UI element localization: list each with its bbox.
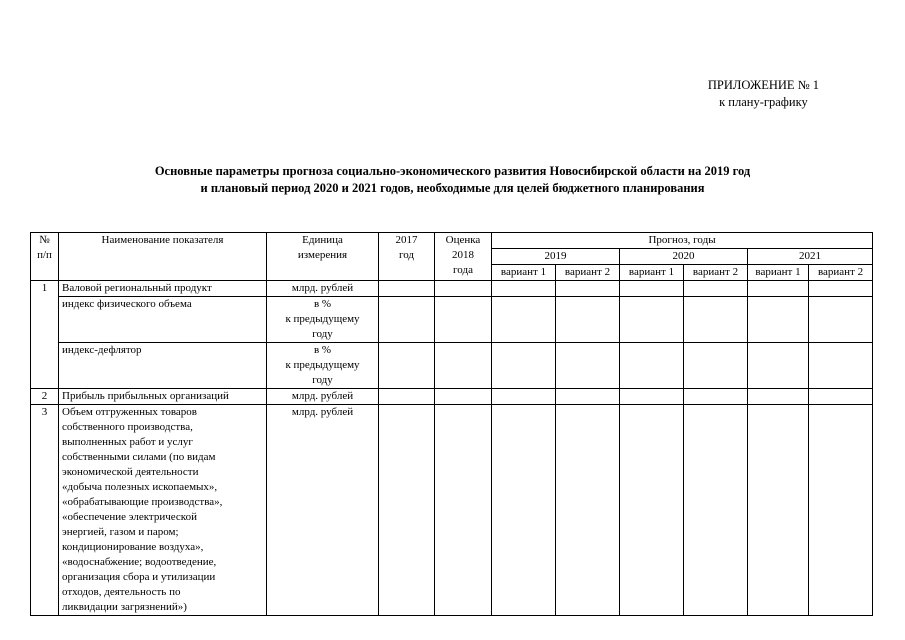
header-forecast: Прогноз, годы — [492, 233, 873, 249]
header-variant: вариант 2 — [556, 265, 620, 281]
row-unit: млрд. рублей — [267, 281, 379, 297]
row-num — [31, 343, 59, 389]
appendix-reference: к плану-графику — [719, 95, 808, 109]
header-year-2019: 2019 — [492, 249, 620, 265]
row-unit: в % к предыдущему году — [267, 343, 379, 389]
table-row — [31, 389, 873, 405]
header-2017: 2017 год — [379, 233, 435, 281]
row-num: 3 — [31, 405, 59, 616]
header-variant: вариант 1 — [748, 265, 809, 281]
header-variant: вариант 1 — [492, 265, 556, 281]
table-row — [31, 405, 873, 616]
row-unit: млрд. рублей — [267, 389, 379, 405]
appendix-number: ПРИЛОЖЕНИЕ № 1 — [707, 78, 819, 92]
row-name: индекс-дефлятор — [59, 343, 267, 389]
table-row — [31, 343, 873, 389]
title-line-1: Основные параметры прогноза социально-экономического развития Новосибирской области на 2019 год — [154, 164, 751, 178]
header-variant: вариант 1 — [620, 265, 684, 281]
header-num: № п/п — [31, 233, 59, 281]
header-unit: Единица измерения — [267, 233, 379, 281]
row-unit: в % к предыдущему году — [267, 297, 379, 343]
row-num — [31, 297, 59, 343]
header-name: Наименование показателя — [59, 233, 267, 281]
header-variant: вариант 2 — [809, 265, 873, 281]
header-year-2020: 2020 — [620, 249, 748, 265]
row-name: Прибыль прибыльных организаций — [59, 389, 267, 405]
row-num: 1 — [31, 281, 59, 297]
title-line-2: и плановый период 2020 и 2021 годов, необходимые для целей бюджетного планирования — [200, 181, 705, 195]
row-name: Валовой региональный продукт — [59, 281, 267, 297]
table-row — [31, 297, 873, 343]
header-estimate-2018: Оценка 2018 года — [435, 233, 492, 281]
row-name: Объем отгруженных товаров собственного производства, выполненных работ и услуг собственными силами (по видам экономической деятельности «добыча полезных ископаемых», «обрабатывающие производства», «обеспечение электрической энергией, газом и паром; кондиционирование воздуха», «водоснабжение; водоотведение, организация сбора и утилизации отходов, деятельность по ликвидации загрязнений») — [59, 405, 267, 616]
header-variant: вариант 2 — [684, 265, 748, 281]
row-name: индекс физического объема — [59, 297, 267, 343]
table-row — [31, 281, 873, 297]
row-unit: млрд. рублей — [267, 405, 379, 616]
forecast-table — [30, 232, 873, 616]
appendix-header — [708, 77, 819, 111]
header-year-2021: 2021 — [748, 249, 873, 265]
row-num: 2 — [31, 389, 59, 405]
document-title — [40, 163, 865, 197]
